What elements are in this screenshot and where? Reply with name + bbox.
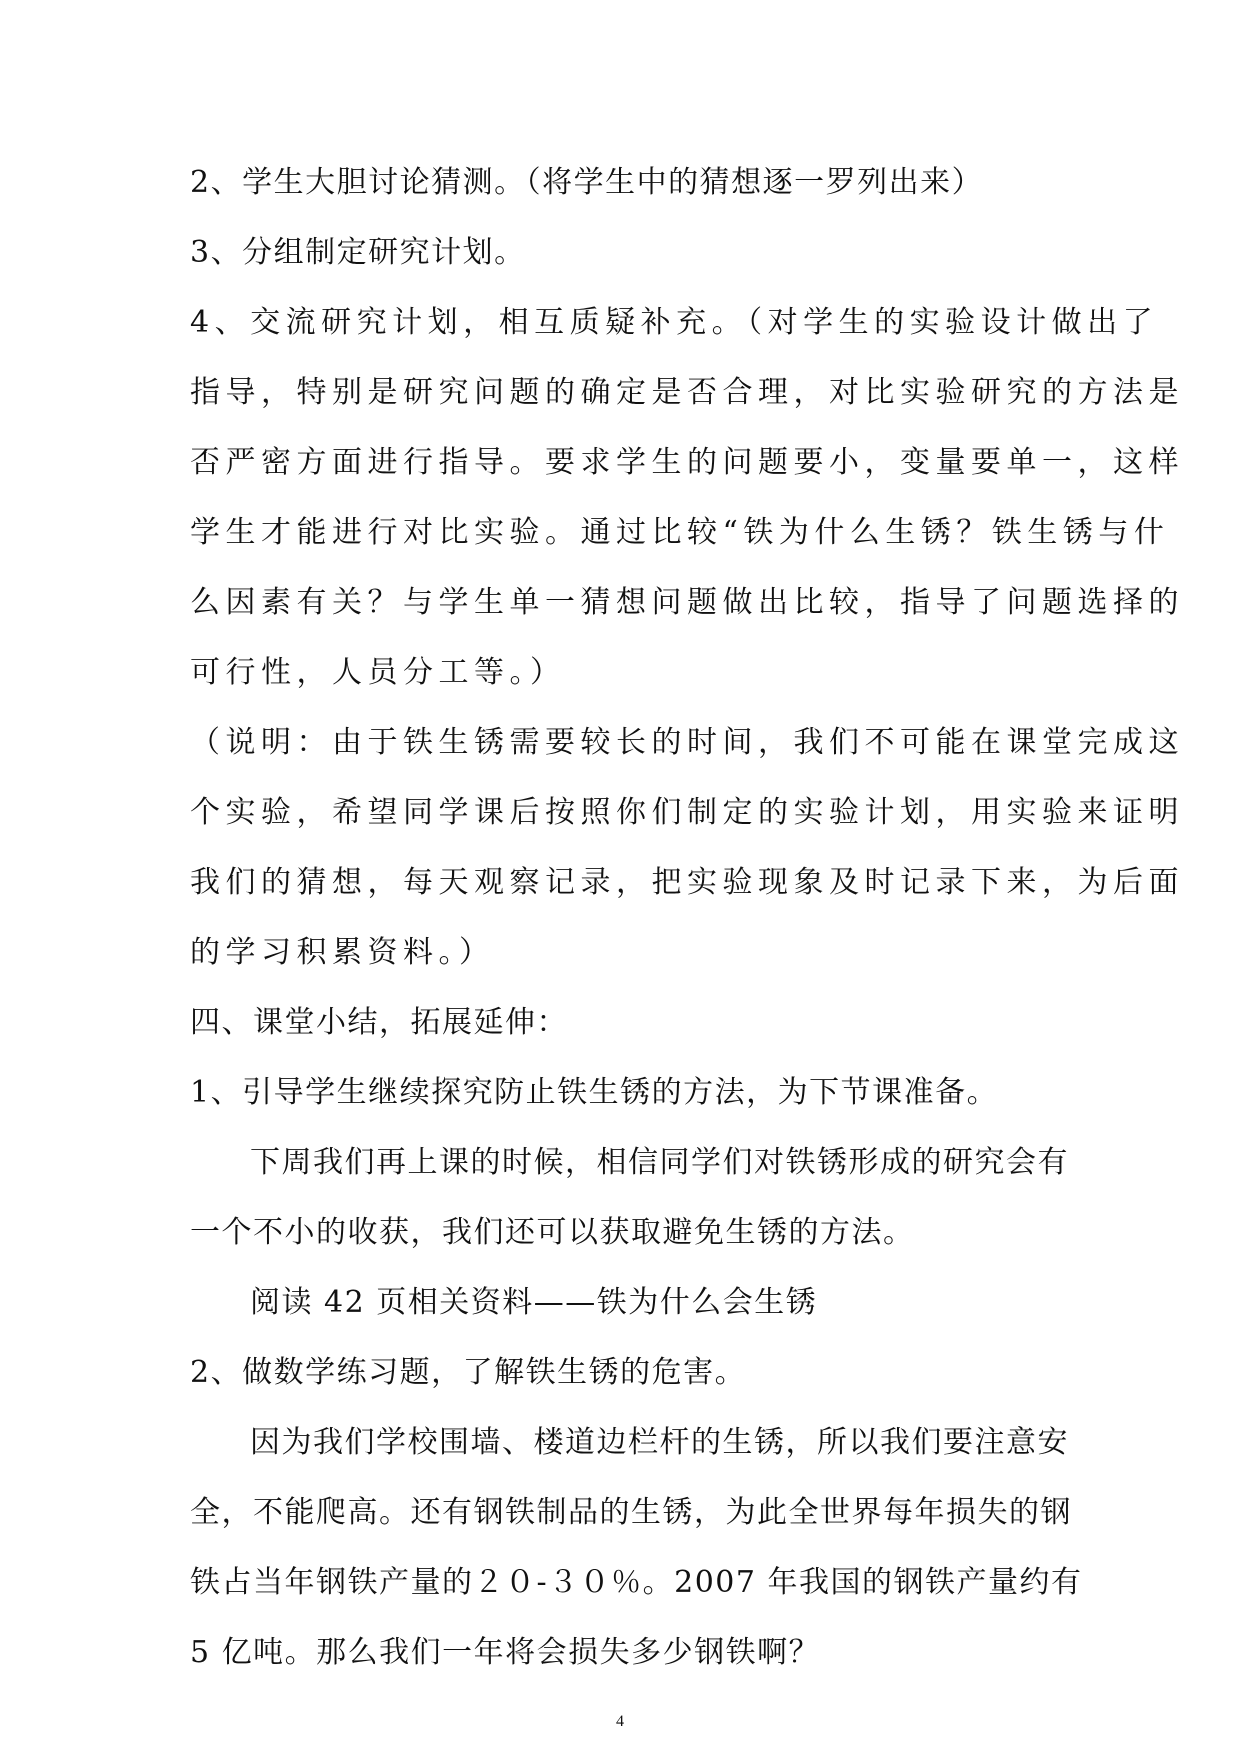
text-line-7: 么因素有关？与学生单一猜想问题做出比较，指导了问题选择的 [190,585,1184,620]
text-line-2: 3、分组制定研究计划。 [190,235,526,270]
text-line-12: 的学习积累资料。） [190,935,495,970]
text-line-8: 可行性，人员分工等。） [190,655,566,690]
text-line-21: 铁占当年钢铁产量的２０-３０％。2007 年我国的钢铁产量约有 [190,1565,1083,1600]
text-line-6: 学生才能进行对比实验。通过比较“铁为什么生锈？铁生锈与什 [190,515,1170,550]
text-line-11: 我们的猜想，每天观察记录，把实验现象及时记录下来，为后面 [190,865,1184,900]
text-line-14: 1、引导学生继续探究防止铁生锈的方法，为下节课准备。 [190,1075,999,1110]
page-number: 4 [616,1713,624,1730]
text-line-17: 阅读 42 页相关资料——铁为什么会生锈 [250,1285,818,1320]
text-line-19: 因为我们学校围墙、楼道边栏杆的生锈，所以我们要注意安 [250,1425,1069,1460]
text-line-9: （说明：由于铁生锈需要较长的时间，我们不可能在课堂完成这 [190,725,1184,760]
text-line-1: 2、学生大胆讨论猜测。（将学生中的猜想逐一罗列出来） [190,165,984,200]
text-line-10: 个实验，希望同学课后按照你们制定的实验计划，用实验来证明 [190,795,1184,830]
section-heading: 四、课堂小结，拓展延伸： [190,1005,568,1040]
text-line-3: 4、交流研究计划，相互质疑补充。（对学生的实验设计做出了 [190,305,1159,340]
text-line-5: 否严密方面进行指导。要求学生的问题要小，变量要单一，这样 [190,445,1184,480]
text-line-4: 指导，特别是研究问题的确定是否合理，对比实验研究的方法是 [190,375,1184,410]
text-line-18: 2、做数学练习题，了解铁生锈的危害。 [190,1355,747,1390]
text-line-20: 全，不能爬高。还有钢铁制品的生锈，为此全世界每年损失的钢 [190,1495,1072,1530]
text-line-22: 5 亿吨。那么我们一年将会损失多少钢铁啊？ [190,1635,821,1670]
text-line-16: 一个不小的收获，我们还可以获取避免生锈的方法。 [190,1215,915,1250]
text-line-15: 下周我们再上课的时候，相信同学们对铁锈形成的研究会有 [250,1145,1069,1180]
